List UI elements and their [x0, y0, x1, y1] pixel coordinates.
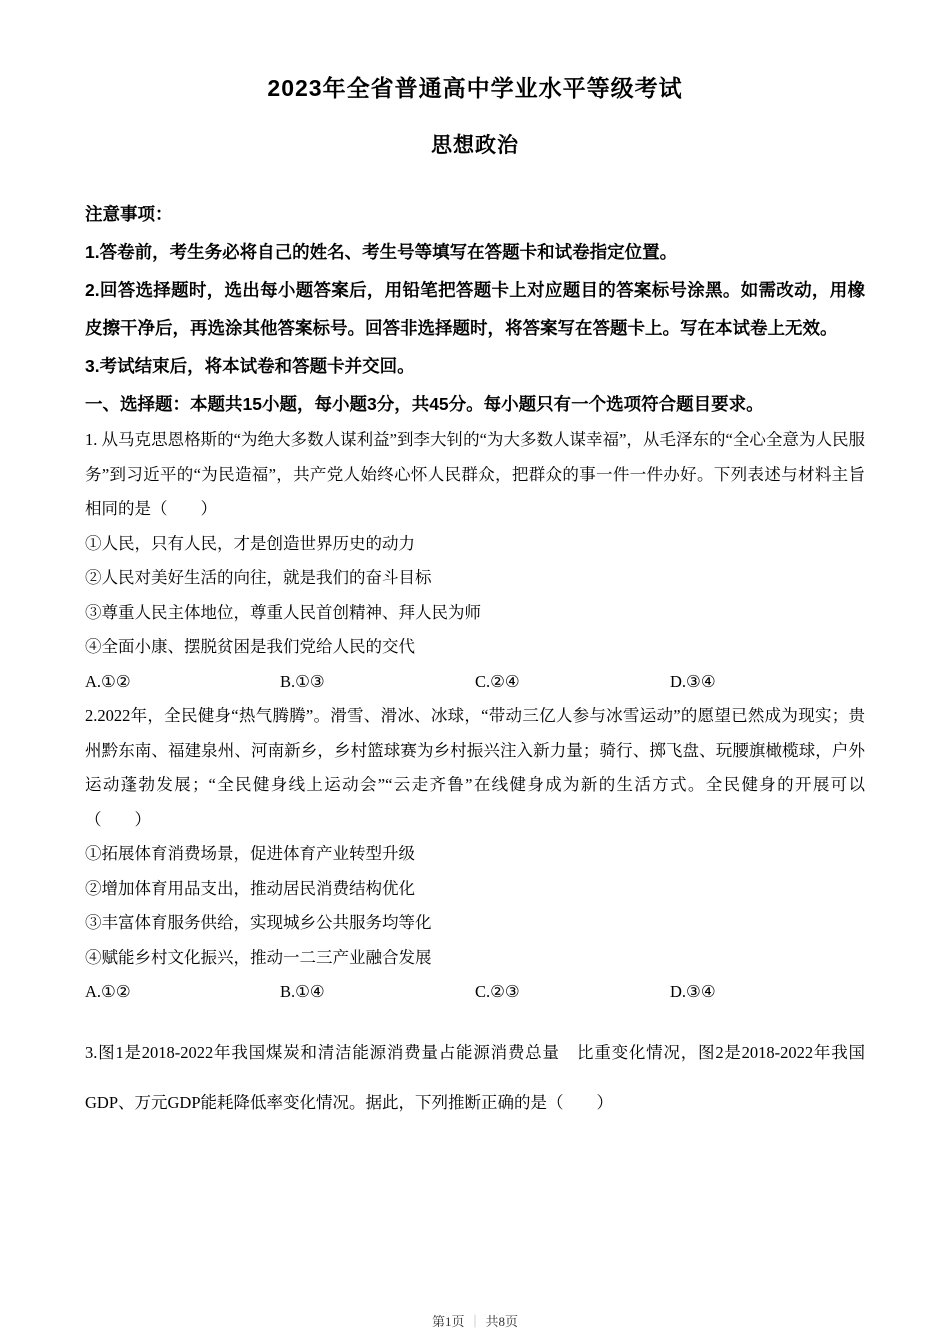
question-3-stem: 3.图1是2018-2022年我国煤炭和清洁能源消费量占能源消费总量 比重变化情况，图2是2018-2022年我国GDP、万元GDP能耗降低率变化情况。据此，下列推断正确的是（ ） — [85, 1042, 865, 1112]
question-1-choice-2: ②人民对美好生活的向往，就是我们的奋斗目标 — [85, 568, 432, 587]
question-2-option-c: C.②③ — [475, 982, 520, 1001]
question-2-choice-2: ②增加体育用品支出，推动居民消费结构优化 — [85, 878, 415, 898]
question-2-choice-1: ①拓展体育消费场景，促进体育产业转型升级 — [85, 844, 415, 863]
notices-block — [85, 195, 865, 385]
footer-divider: ｜ — [468, 1314, 482, 1329]
question-2-option-d: D.③④ — [670, 982, 716, 1001]
page-footer — [0, 1311, 950, 1330]
question-1-choice-4: ④全面小康、摆脱贫困是我们党给人民的交代 — [85, 637, 415, 656]
question-2-choice-3: ③丰富体育服务供给，实现城乡公共服务均等化 — [85, 913, 432, 932]
question-1-option-b: B.①③ — [280, 671, 325, 691]
question-1-options-row — [85, 665, 865, 700]
notices-heading: 注意事项： — [85, 204, 173, 224]
question-1-option-d: D.③④ — [670, 671, 716, 691]
question-1-choice-1: ①人民，只有人民，才是创造世界历史的动力 — [85, 533, 415, 553]
footer-page-count: 共8页 — [485, 1314, 519, 1329]
exam-subject: 思想政治 — [431, 134, 519, 157]
exam-title: 2023年全省普通高中学业水平等级考试 — [267, 75, 683, 101]
section-heading: 一、选择题：本题共15小题，每小题3分，共45分。每小题只有一个选项符合题目要求。 — [85, 394, 764, 414]
question-2 — [85, 699, 865, 1010]
question-2-option-b: B.①④ — [280, 982, 325, 1001]
question-2-option-a: A.①② — [85, 982, 131, 1001]
question-2-choice-4: ④赋能乡村文化振兴，推动一二三产业融合发展 — [85, 947, 432, 967]
notice-item-1: 1.答卷前，考生务必将自己的姓名、考生号等填写在答题卡和试卷指定位置。 — [85, 242, 678, 262]
question-1 — [85, 423, 865, 699]
footer-page-number: 第1页 — [431, 1314, 465, 1329]
question-1-stem: 1. 从马克思恩格斯的“为绝大多数人谋利益”到李大钊的“为大多数人谋幸福”，从毛泽东的“全心全意为人民服务”到习近平的“为民造福”，共产党人始终心怀人民群众，把群众的事一件一件办好。下列表述与材料主旨相同的是（ ） — [85, 430, 865, 518]
question-1-choice-3: ③尊重人民主体地位，尊重人民首创精神、拜人民为师 — [85, 602, 481, 622]
question-3 — [85, 1028, 865, 1128]
notice-item-3: 3.考试结束后，将本试卷和答题卡并交回。 — [85, 356, 415, 376]
question-2-stem: 2.2022年，全民健身“热气腾腾”。滑雪、滑冰、冰球，“带动三亿人参与冰雪运动”的愿望已然成为现实；贵州黔东南、福建泉州、河南新乡，乡村篮球赛为乡村振兴注入新力量；骑行、掷飞盘、玩腰旗橄榄球，户外运动蓬勃发展；“全民健身线上运动会”“云走齐鲁”在线健身成为新的生活方式。全民健身的开展可以（ ） — [85, 706, 865, 829]
question-1-option-c: C.②④ — [475, 671, 520, 691]
notice-item-2: 2.回答选择题时，选出每小题答案后，用铅笔把答题卡上对应题目的答案标号涂黑。如需改动，用橡皮擦干净后，再选涂其他答案标号。回答非选择题时，将答案写在答题卡上。写在本试卷上无效。 — [85, 280, 865, 338]
question-1-option-a: A.①② — [85, 671, 131, 691]
question-2-options-row — [85, 975, 865, 1010]
